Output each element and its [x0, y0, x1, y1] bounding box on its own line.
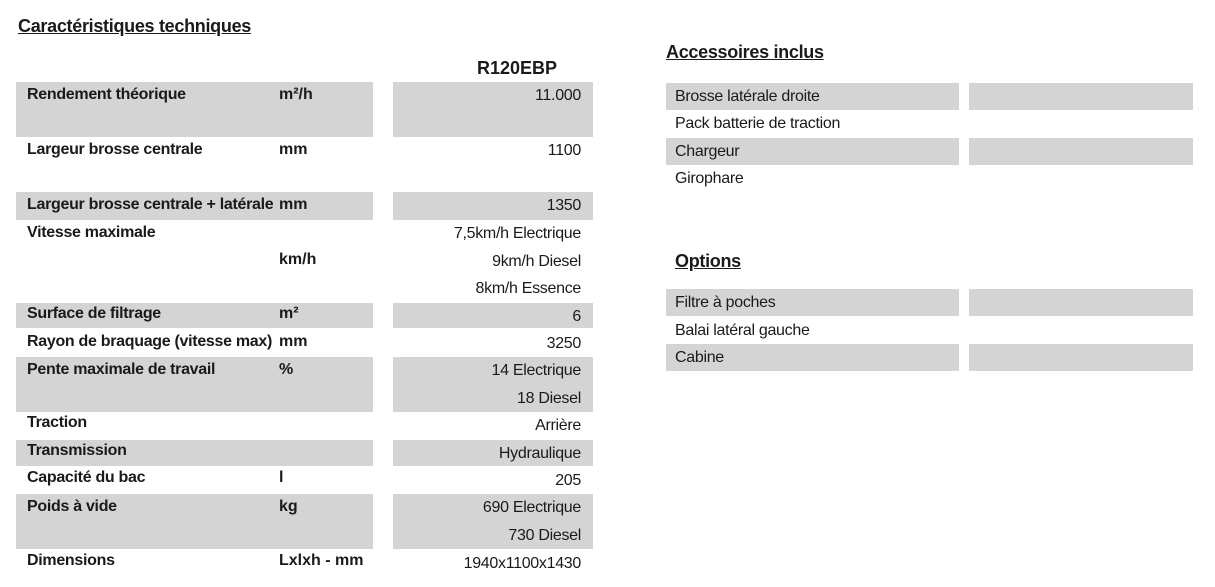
accessories-title: Accessoires inclus — [666, 42, 824, 62]
spec-label: Largeur brosse centrale — [27, 141, 203, 158]
spec-label: Largeur brosse centrale + latérale — [27, 196, 274, 213]
spec-value: 11.000 — [535, 87, 581, 104]
spec-unit: mm — [279, 141, 308, 158]
spec-label: Traction — [27, 414, 87, 431]
spec-label: Dimensions — [27, 552, 115, 569]
spec-label: Vitesse maximale — [27, 224, 156, 241]
spec-value: 3250 — [546, 335, 581, 352]
spec-section-title: Caractéristiques techniques — [18, 16, 251, 36]
spec-unit: km/h — [279, 251, 317, 268]
spec-unit: l — [279, 469, 284, 486]
spec-unit: Lxlxh - mm — [279, 552, 364, 569]
accessory-label: Brosse latérale droite — [675, 88, 820, 105]
spec-value: 14 Electrique — [491, 362, 581, 379]
spec-label: Surface de filtrage — [27, 305, 161, 322]
spec-label: Rayon de braquage (vitesse max) — [27, 333, 273, 350]
spec-value: Hydraulique — [498, 445, 581, 462]
spec-unit: mm — [279, 333, 308, 350]
spec-value: 18 Diesel — [516, 389, 581, 407]
spec-value: 8km/h Essence — [475, 280, 581, 297]
spec-value: 1100 — [547, 142, 581, 159]
spec-label: Rendement théorique — [27, 86, 186, 103]
spec-label: Transmission — [27, 442, 127, 459]
spec-unit: kg — [279, 498, 298, 515]
spec-value: 7,5km/h Electrique — [453, 225, 581, 242]
spec-value: 690 Electrique — [482, 499, 581, 516]
spec-value: 730 Diesel — [508, 526, 581, 544]
spec-label: Capacité du bac — [27, 469, 146, 486]
options-title: Options — [675, 251, 741, 271]
spec-value: Arrière — [535, 417, 581, 434]
spec-label: Poids à vide — [27, 498, 117, 515]
option-label: Filtre à poches — [675, 294, 776, 311]
option-label: Balai latéral gauche — [675, 322, 810, 339]
accessory-label: Chargeur — [675, 143, 740, 160]
accessory-label: Girophare — [675, 170, 744, 187]
accessory-label: Pack batterie de traction — [675, 115, 841, 132]
spec-unit: mm — [279, 196, 308, 213]
spec-value: 1350 — [546, 197, 581, 214]
model-header: R120EBP — [476, 58, 558, 78]
spec-label: Pente maximale de travail — [27, 361, 216, 378]
spec-unit: % — [279, 361, 294, 378]
option-label: Cabine — [675, 349, 724, 366]
spec-unit: m² — [279, 305, 299, 322]
spec-unit: m²/h — [279, 86, 313, 103]
spec-value: 6 — [572, 308, 581, 325]
spec-value: 1940x1100x1430 — [463, 555, 581, 572]
spec-value: 205 — [555, 472, 581, 489]
spec-value: 9km/h Diesel — [492, 252, 581, 270]
